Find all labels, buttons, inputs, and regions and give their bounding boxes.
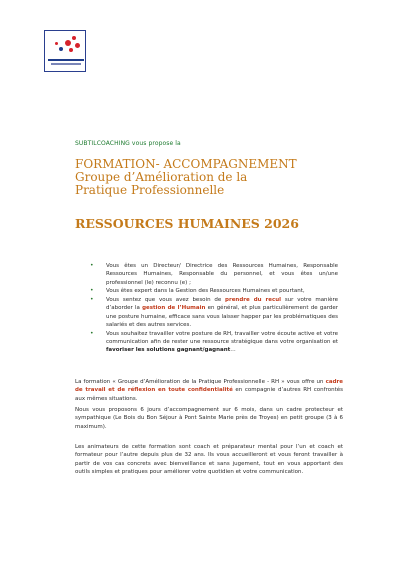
bullet-text: Vous sentez que vous avez besoin de bbox=[106, 297, 226, 304]
paragraph-text: en compagnie d’autres RH confrontés aux mêmes situations. bbox=[75, 387, 343, 402]
bullet-emphasis: gestion de l’Humain bbox=[142, 305, 206, 312]
bullet-item bbox=[88, 330, 338, 355]
paragraph-emphasis: cadre de travail et de réflexion en toute confidentialité bbox=[75, 379, 343, 394]
bullet-text: Vous êtes expert dans la Gestion des Ressources Humaines et pourtant, bbox=[106, 288, 305, 295]
title-line: FORMATION- ACCOMPAGNEMENT bbox=[75, 157, 297, 171]
paragraph-text: La formation « Groupe d’Amélioration de la Pratique Professionnelle - RH » vous offre un bbox=[75, 379, 326, 385]
logo-tagline bbox=[51, 63, 81, 65]
logo-wordmark bbox=[48, 59, 84, 61]
bullet-text: Vous souhaitez travailler votre posture de RH, travailler votre écoute active et votre communication afin de rester une ressource stratégique dans votre organisation et bbox=[106, 330, 338, 346]
paragraph-animateurs: Les animateurs de cette formation sont coach et préparateur mental pour l’un et coach et formateur pour l’autre depuis plus de 32 ans. Ils vous accueilleront et vous feront travailler à partir de vos cas concrets avec bienveillance et sans jugement, tout en vous apportant des outils simples et pratiques pour améliorer votre quotidien et votre communication. bbox=[75, 444, 343, 475]
intro-line: SUBTILCOACHING vous propose la bbox=[75, 140, 181, 147]
bullet-emphasis: favoriser les solutions gagnant/gagnant bbox=[106, 347, 231, 354]
bullet-item bbox=[88, 296, 338, 329]
paragraph-programme: Nous vous proposons 6 jours d’accompagnement sur 6 mois, dans un cadre protecteur et sympathique (Le Bois du Bon Séjour à Pont Sainte Marie près de Troyes) en petit groupe (3 à 6 maximum). bbox=[75, 407, 343, 430]
paragraph-formation bbox=[75, 378, 343, 403]
document-title bbox=[75, 158, 335, 197]
bullet-icon: • bbox=[90, 262, 94, 269]
bullet-text: en général, et plus particulièrement de garder une posture humaine, efficace sans vous laisser happer par les problématiques des salariés et des autres services. bbox=[106, 305, 339, 329]
title-line: Groupe d’Amélioration de la bbox=[75, 170, 248, 184]
subtilcoaching-logo bbox=[44, 30, 86, 72]
document-subtitle: RESSOURCES HUMAINES 2026 bbox=[75, 216, 299, 231]
title-line: Pratique Professionnelle bbox=[75, 183, 225, 197]
bullet-item bbox=[88, 287, 338, 295]
bullet-icon: • bbox=[90, 296, 94, 304]
bullet-icon: • bbox=[90, 287, 94, 295]
bullet-text: Vous êtes un Directeur/ Directrice des Ressources Humaines, Responsable Ressources Humaines, Responsable du personnel, et vous êtes un/une professionnel (le) reconnu (e) ; bbox=[106, 263, 338, 286]
bullet-icon: • bbox=[90, 329, 94, 337]
bullet-item bbox=[88, 262, 338, 287]
bullet-text: … bbox=[230, 347, 236, 354]
profile-bullet-list bbox=[88, 262, 338, 355]
bullet-emphasis: prendre du recul bbox=[225, 297, 282, 304]
bullet-text: sur votre manière d’aborder la bbox=[106, 297, 338, 312]
